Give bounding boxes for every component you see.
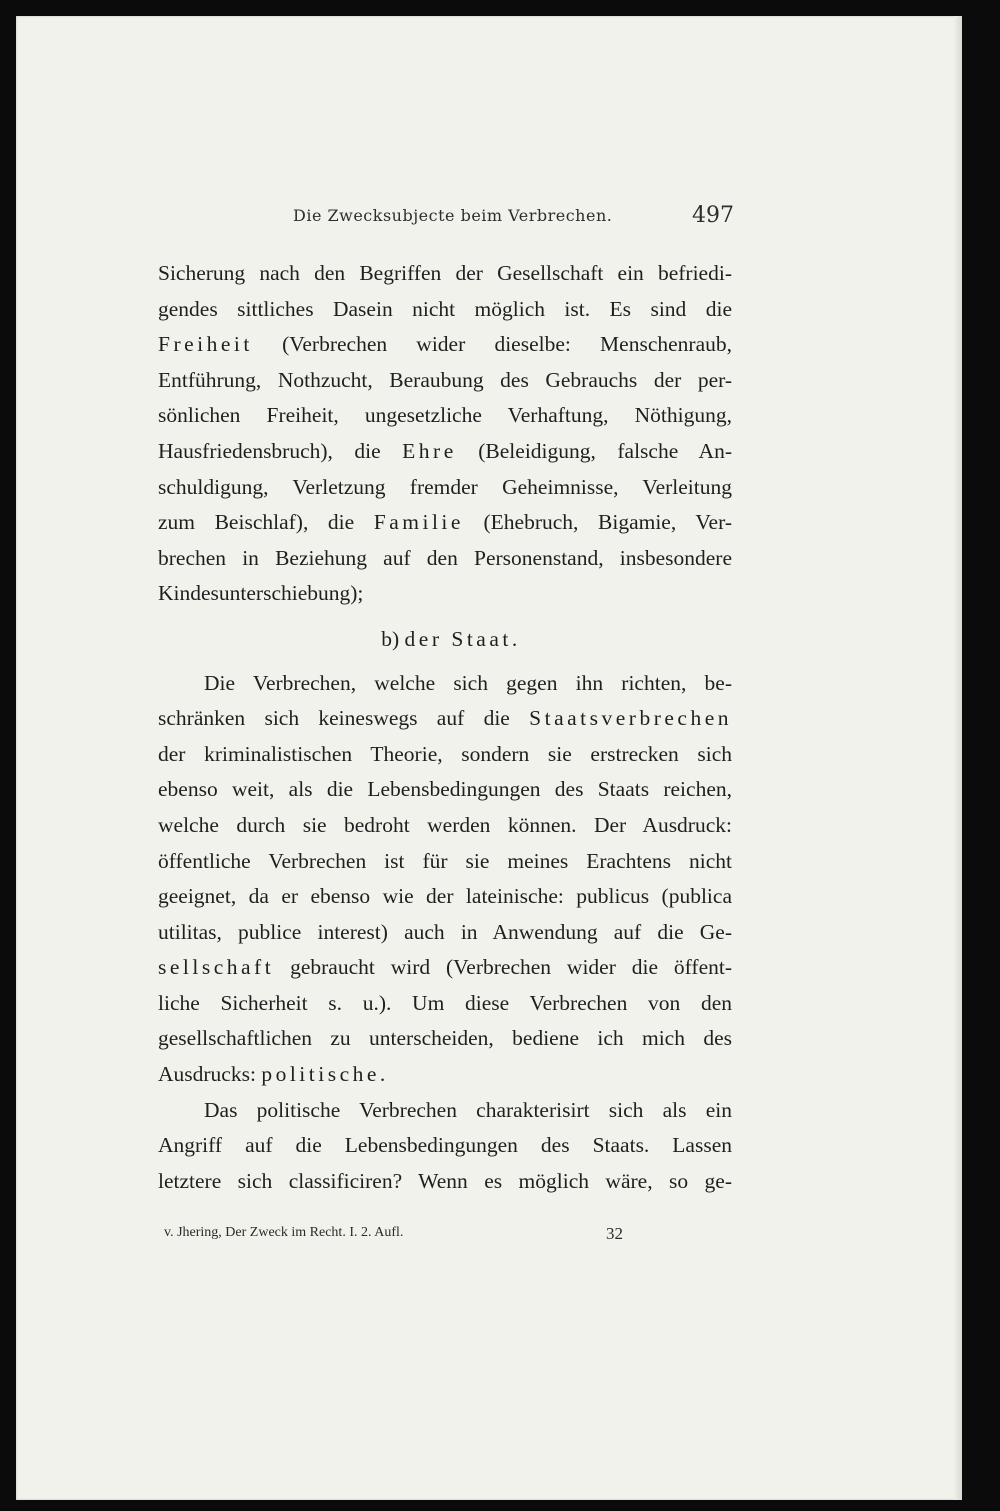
- text-fragment: Ausdrucks:: [158, 1062, 262, 1087]
- text-line: [158, 434, 732, 470]
- page-number: 497: [692, 203, 734, 228]
- text-line: ebenso weit, als die Lebensbedingungen des Staats reichen,: [158, 777, 732, 802]
- text-line: gendes sittliches Dasein nicht möglich ist. Es sind die: [158, 296, 732, 321]
- text-line: utilitas, publice interest) auch in Anwendung auf die Ge-: [158, 919, 732, 944]
- text-line: Das politische Verbrechen charakterisirt sich als ein: [204, 1097, 732, 1122]
- text-line: geeignet, da er ebenso wie der lateinische: publicus (publica: [158, 884, 732, 909]
- text-line: [158, 327, 732, 363]
- spaced-emphasis: Freiheit: [158, 332, 253, 357]
- text-line: Die Verbrechen, welche sich gegen ihn richten, be-: [204, 670, 732, 695]
- spaced-emphasis: Staatsverbrechen: [529, 706, 732, 731]
- text-line: [158, 950, 732, 986]
- text-fragment: (Beleidigung, falsche An-: [456, 438, 732, 463]
- body-text: [158, 256, 732, 1199]
- text-line: Sicherung nach den Begriffen der Gesellschaft ein befriedi-: [158, 261, 732, 285]
- text-line: öffentliche Verbrechen ist für sie meines Erachtens nicht: [158, 848, 732, 873]
- text-fragment: Hausfriedensbruch), die: [158, 438, 403, 463]
- text-line: Kindesunterschiebung);: [158, 581, 364, 606]
- spaced-emphasis: Ehre: [402, 438, 457, 463]
- text-line: liche Sicherheit s. u.). Um diese Verbrechen von den: [158, 990, 732, 1015]
- spaced-emphasis: sellschaft: [158, 955, 275, 980]
- text-line: [158, 701, 732, 737]
- signature-mark: 32: [606, 1224, 623, 1243]
- text-line: Entführung, Nothzucht, Beraubung des Gebrauchs der per-: [158, 367, 732, 392]
- spaced-emphasis: politische.: [261, 1062, 389, 1087]
- heading-label: b): [381, 626, 405, 651]
- heading-title: der Staat.: [404, 626, 521, 651]
- book-page: [16, 16, 962, 1500]
- text-fragment: gebraucht wird (Verbrechen wider die öffent-: [274, 955, 732, 980]
- text-fragment: zum Beischlaf), die: [158, 510, 374, 535]
- spaced-emphasis: Familie: [373, 510, 464, 535]
- text-line: sönlichen Freiheit, ungesetzliche Verhaftung, Nöthigung,: [158, 403, 732, 428]
- page-edge: [954, 16, 962, 1500]
- text-line: schuldigung, Verletzung fremder Geheimnisse, Verleitung: [158, 474, 732, 499]
- text-line: [158, 505, 732, 541]
- text-line: brechen in Beziehung auf den Personenstand, insbesondere: [158, 545, 732, 570]
- text-line: welche durch sie bedroht werden können. Der Ausdruck:: [158, 812, 732, 837]
- text-line: [158, 1057, 732, 1093]
- text-line: der kriminalistischen Theorie, sondern sie erstrecken sich: [158, 741, 732, 766]
- footer-reference: v. Jhering, Der Zweck im Recht. I. 2. Aufl.: [164, 1225, 404, 1240]
- text-line: gesellschaftlichen zu unterscheiden, bediene ich mich des: [158, 1026, 732, 1051]
- page-header: [16, 203, 962, 234]
- section-heading: [158, 622, 732, 658]
- text-fragment: (Ehebruch, Bigamie, Ver-: [463, 510, 732, 535]
- text-line: letztere sich classificiren? Wenn es möglich wäre, so ge-: [158, 1168, 732, 1193]
- text-fragment: (Verbrechen wider dieselbe: Menschenraub,: [252, 332, 732, 357]
- page-footer: [164, 1225, 644, 1245]
- text-line: Angriff auf die Lebensbedingungen des Staats. Lassen: [158, 1133, 732, 1158]
- running-head: Die Zwecksubjecte beim Verbrechen.: [293, 206, 613, 225]
- text-fragment: schränken sich keineswegs auf die: [158, 706, 530, 731]
